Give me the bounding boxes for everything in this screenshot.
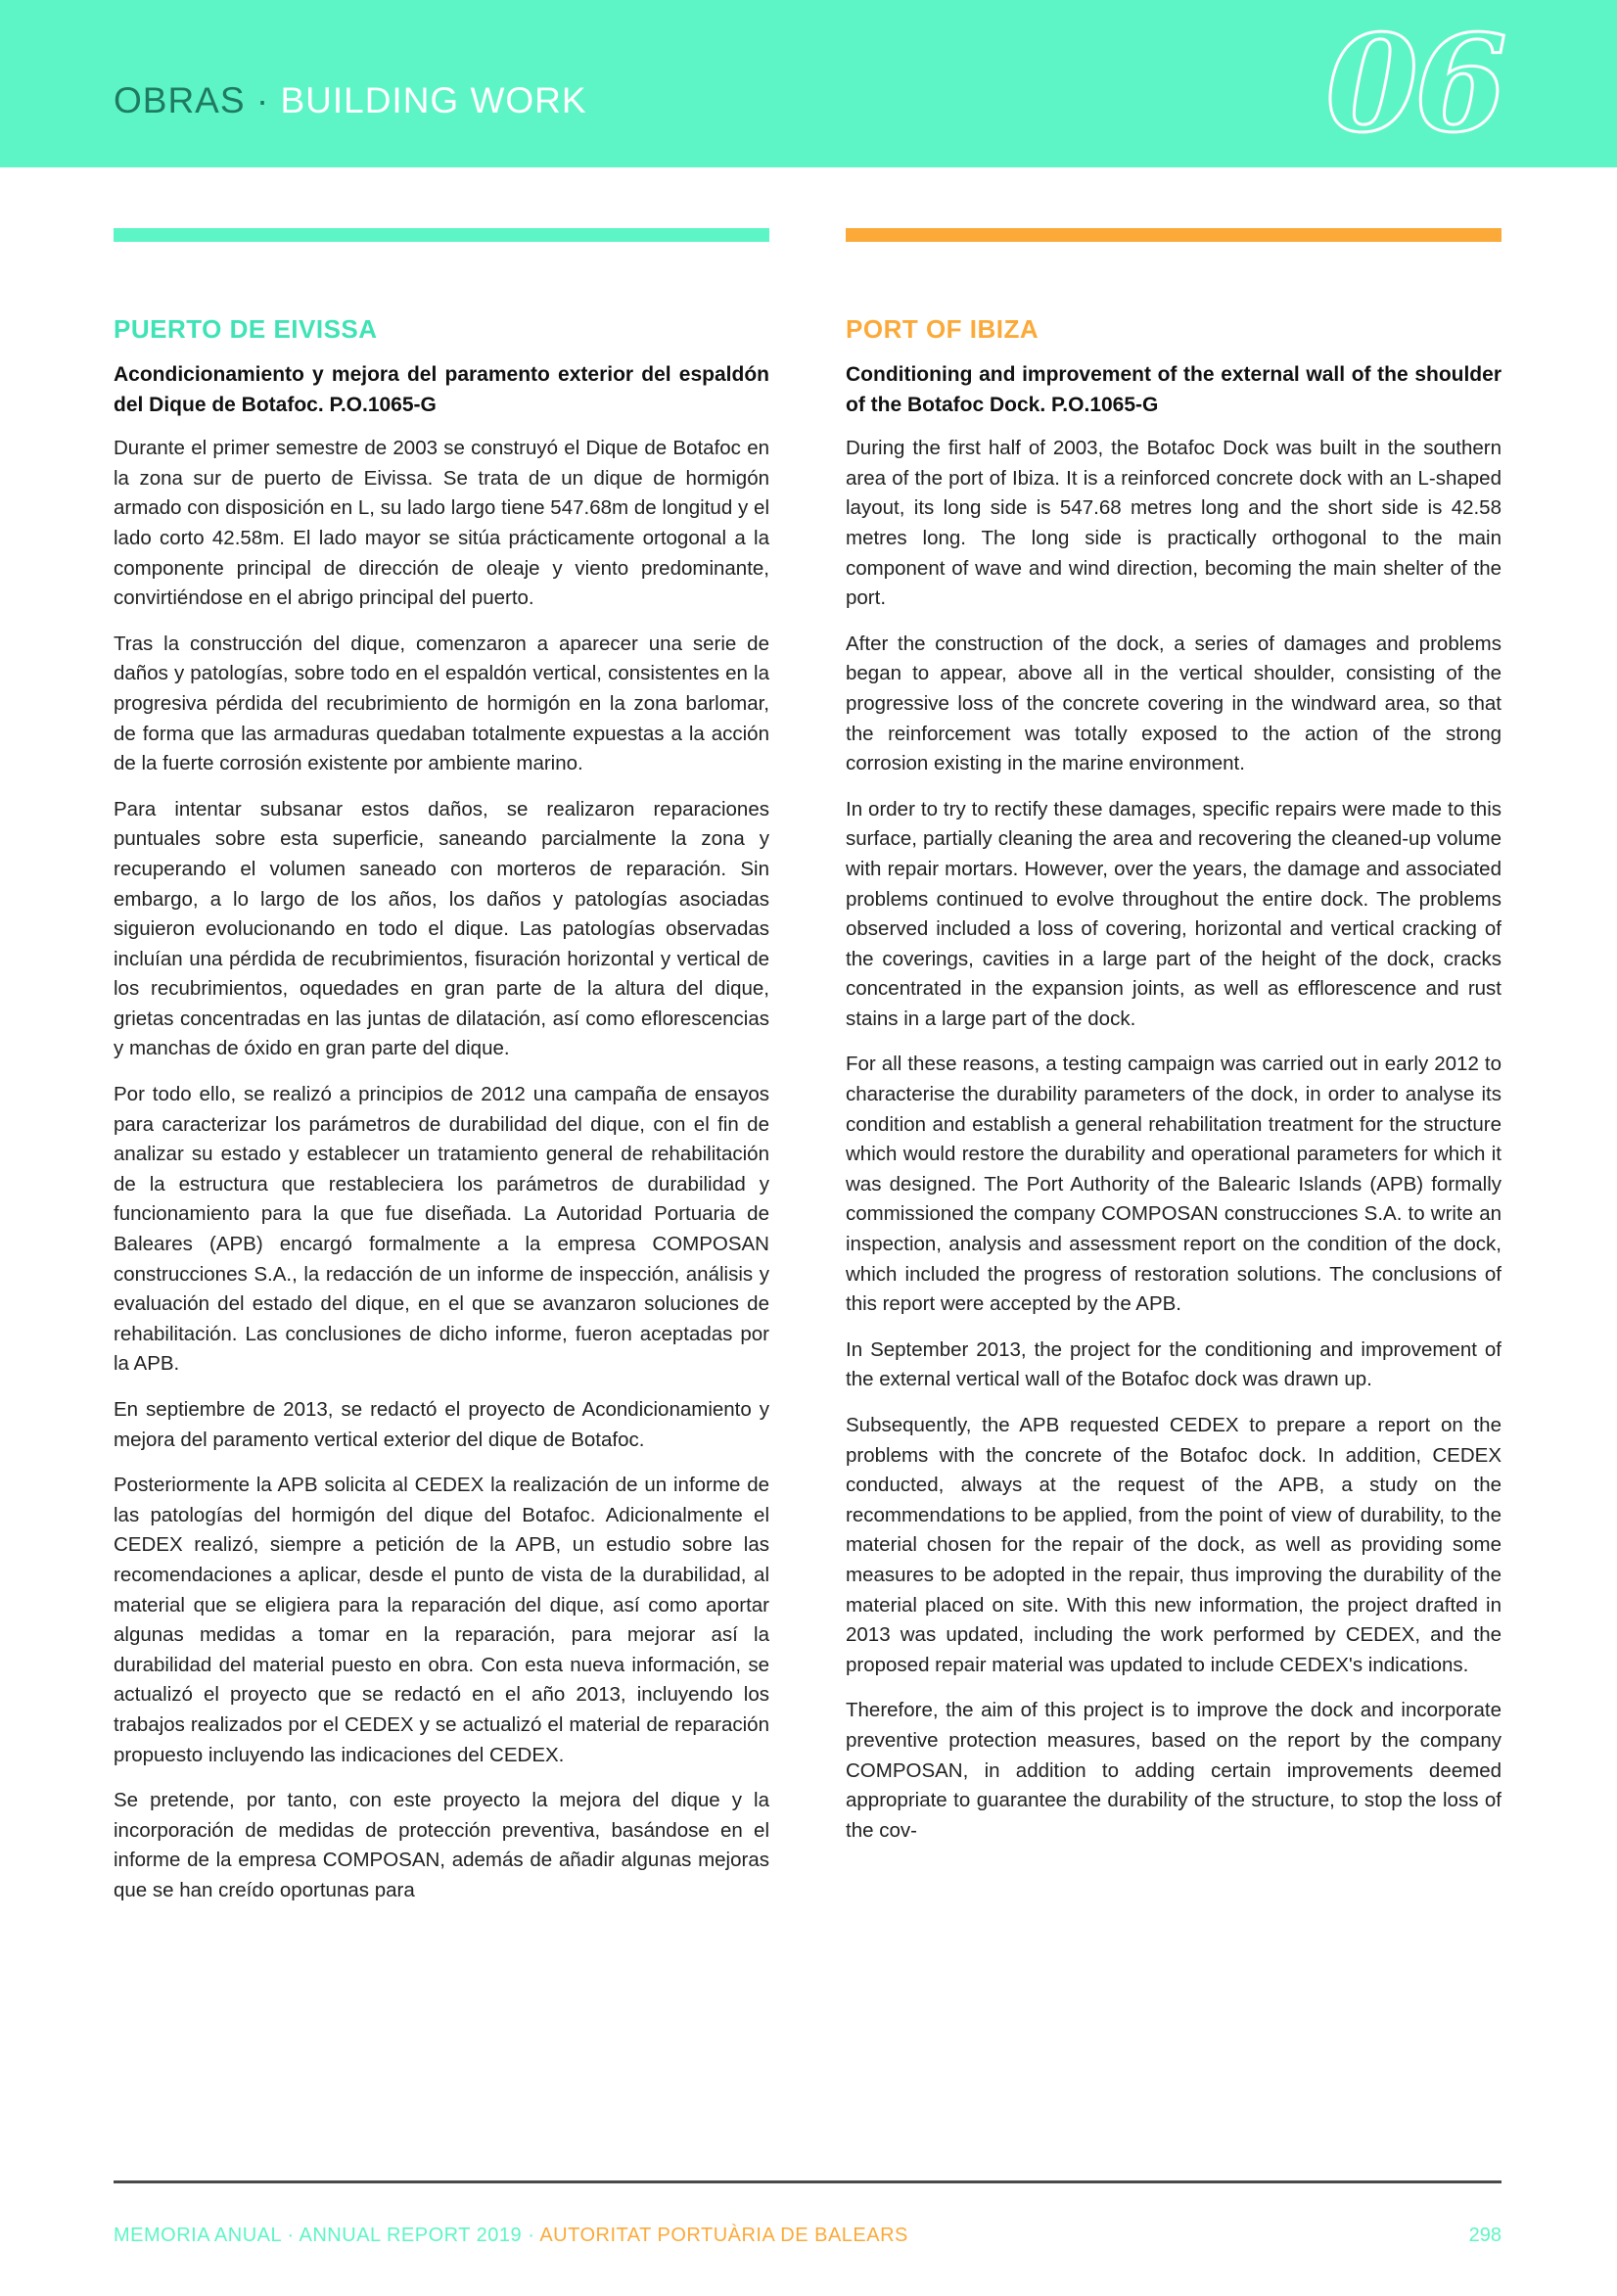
left-column-accent-rule xyxy=(114,228,769,242)
paragraph-en: For all these reasons, a testing campaign was carried out in early 2012 to characterise the durability parameters of the dock, in order to analyse its condition and establish a general rehabilitation treatment for the structure which would restore the durability and operational parameters for which it was designed. The Port Authority of the Balearic Islands (APB) formally commissioned the company COMPOSAN construcciones S.A. to write an inspection, analysis and assessment report on the condition of the dock, which included the progress of restoration solutions. The conclusions of this report were accepted by the APB. xyxy=(846,1053,1502,1316)
right-column-accent-rule xyxy=(846,228,1502,242)
paragraph-es: En septiembre de 2013, se redactó el proyecto de Acondicionamiento y mejora del paramento vertical exterior del dique de Botafoc. xyxy=(114,1398,769,1451)
paragraph-es: Tras la construcción del dique, comenzaron a aparecer una serie de daños y patologías, sobre todo en el espaldón vertical, consistentes en la progresiva pérdida del recubrimiento de hormigón en la zona barlomar, de forma que las armaduras quedaban totalmente expuestas a la acción de la fuerte corrosión existente por ambiente marino. xyxy=(114,632,769,775)
header-band xyxy=(0,0,1617,167)
footer-authority-name: AUTORITAT PORTUÀRIA DE BALEARS xyxy=(539,2225,908,2246)
paragraph-es: Posteriormente la APB solicita al CEDEX la realización de un informe de las patologías del hormigón del dique del Botafoc. Adicionalmente el CEDEX realizó, siempre a petición de la APB, un estudio sobre las recomendaciones a aplicar, desde el punto de vista de la durabilidad, al material que se eligiera para la reparación del dique, así como aportar algunas medidas a tomar en la reparación, para mejorar así la durabilidad del material puesto en obra. Con esta nueva información, se actualizó el proyecto que se redactó en el año 2013, incluyendo los trabajos realizados por el CEDEX y se actualizó el material de reparación propuesto incluyendo las indicaciones del CEDEX. xyxy=(114,1474,769,1766)
paragraph-en: After the construction of the dock, a series of damages and problems began to appear, above all in the vertical shoulder, consisting of the progressive loss of the concrete covering in the windward area, so that the reinforcement was totally exposed to the action of the strong corrosion existing in the marine environment. xyxy=(846,632,1502,775)
header-title xyxy=(114,80,587,121)
right-column-english xyxy=(846,311,1502,1861)
paragraph-en: Therefore, the aim of this project is to improve the dock and incorporate preventive protection measures, based on the report by the company COMPOSAN, in addition to adding certain improvements deemed appropriate to guarantee the durability of the structure, to stop the loss of the cov- xyxy=(846,1699,1502,1842)
footer-report-title: MEMORIA ANUAL · ANNUAL REPORT 2019 · xyxy=(114,2225,540,2246)
subtitle-es: Acondicionamiento y mejora del paramento exterior del espaldón del Dique de Botafoc. P.O.1065-G xyxy=(114,363,769,416)
header-title-es: OBRAS xyxy=(114,80,246,120)
paragraph-es: Durante el primer semestre de 2003 se construyó el Dique de Botafoc en la zona sur de puerto de Eivissa. Se trata de un dique de hormigón armado con disposición en L, su lado largo tiene 547.68m de longitud y el lado corto 42.58m. El lado mayor se sitúa prácticamente ortogonal a la componente principal de dirección de oleaje y viento predominante, convirtiéndose en el abrigo principal del puerto. xyxy=(114,437,769,610)
paragraph-es: Se pretende, por tanto, con este proyecto la mejora del dique y la incorporación de medidas de protección preventiva, basándose en el informe de la empresa COMPOSAN, además de añadir algunas mejoras que se han creído oportunas para xyxy=(114,1789,769,1901)
paragraph-en: In order to try to rectify these damages, specific repairs were made to this surface, partially cleaning the area and recovering the cleaned-up volume with repair mortars. However, over the years, the damage and associated problems continued to evolve throughout the entire dock. The problems observed included a loss of covering, horizontal and vertical cracking of the coverings, cavities in a large part of the height of the dock, cracks concentrated in the expansion joints, as well as efflorescence and rust stains in a large part of the dock. xyxy=(846,797,1502,1030)
footer-rule xyxy=(114,2180,1502,2183)
footer-publication-line xyxy=(114,2225,908,2247)
subtitle-en: Conditioning and improvement of the external wall of the shoulder of the Botafoc Dock. P.O.1065-G xyxy=(846,363,1502,416)
page-number: 298 xyxy=(1468,2225,1502,2246)
chapter-number: 06 xyxy=(1325,6,1503,163)
header-title-en: BUILDING WORK xyxy=(280,80,587,120)
left-column-spanish xyxy=(114,311,769,1922)
paragraph-en: During the first half of 2003, the Botafoc Dock was built in the southern area of the port of Ibiza. It is a reinforced concrete dock with an L-shaped layout, its long side is 547.68 metres long and the short side is 42.58 metres long. The long side is practically orthogonal to the main component of wave and wind direction, becoming the main shelter of the port. xyxy=(846,437,1502,610)
section-title-en: PORT OF IBIZA xyxy=(846,314,1040,344)
paragraph-en: Subsequently, the APB requested CEDEX to prepare a report on the problems with the concrete of the Botafoc dock. In addition, CEDEX conducted, always at the request of the APB, a study on the recommendations to be applied, from the point of view of durability, to the material chosen for the repair of the dock, as well as providing some measures to be adopted in the repair, thus improving the durability of the material placed on site. With this new information, the project drafted in 2013 was updated, including the work performed by CEDEX, and the proposed repair material was updated to include CEDEX's indications. xyxy=(846,1414,1502,1676)
paragraph-es: Por todo ello, se realizó a principios de 2012 una campaña de ensayos para caracterizar los parámetros de durabilidad del dique, con el fin de analizar su estado y establecer un tratamiento general de rehabilitación de la estructura que restableciera los parámetros de durabilidad y funcionamiento para la que fue diseñada. La Autoridad Portuaria de Baleares (APB) encargó formalmente a la empresa COMPOSAN construcciones S.A., la redacción de un informe de inspección, análisis y evaluación del estado del dique, en el que se avanzaron soluciones de rehabilitación. Las conclusiones de dicho informe, fueron aceptadas por la APB. xyxy=(114,1083,769,1376)
paragraph-en: In September 2013, the project for the conditioning and improvement of the external vertical wall of the Botafoc dock was drawn up. xyxy=(846,1337,1502,1391)
section-title-es: PUERTO DE EIVISSA xyxy=(114,314,378,344)
paragraph-es: Para intentar subsanar estos daños, se realizaron reparaciones puntuales sobre esta superficie, saneando parcialmente la zona y recuperando el volumen saneado con morteros de reparación. Sin embargo, a lo largo de los años, los daños y patologías asociadas siguieron evolucionando en todo el dique. Las patologías observadas incluían una pérdida de recubrimientos, fisuración horizontal y vertical de los recubrimientos, oquedades en gran parte de la altura del dique, grietas concentradas en las juntas de dilatación, así como eflorescencias y manchas de óxido en gran parte del dique. xyxy=(114,797,769,1060)
header-title-separator: · xyxy=(245,80,281,120)
